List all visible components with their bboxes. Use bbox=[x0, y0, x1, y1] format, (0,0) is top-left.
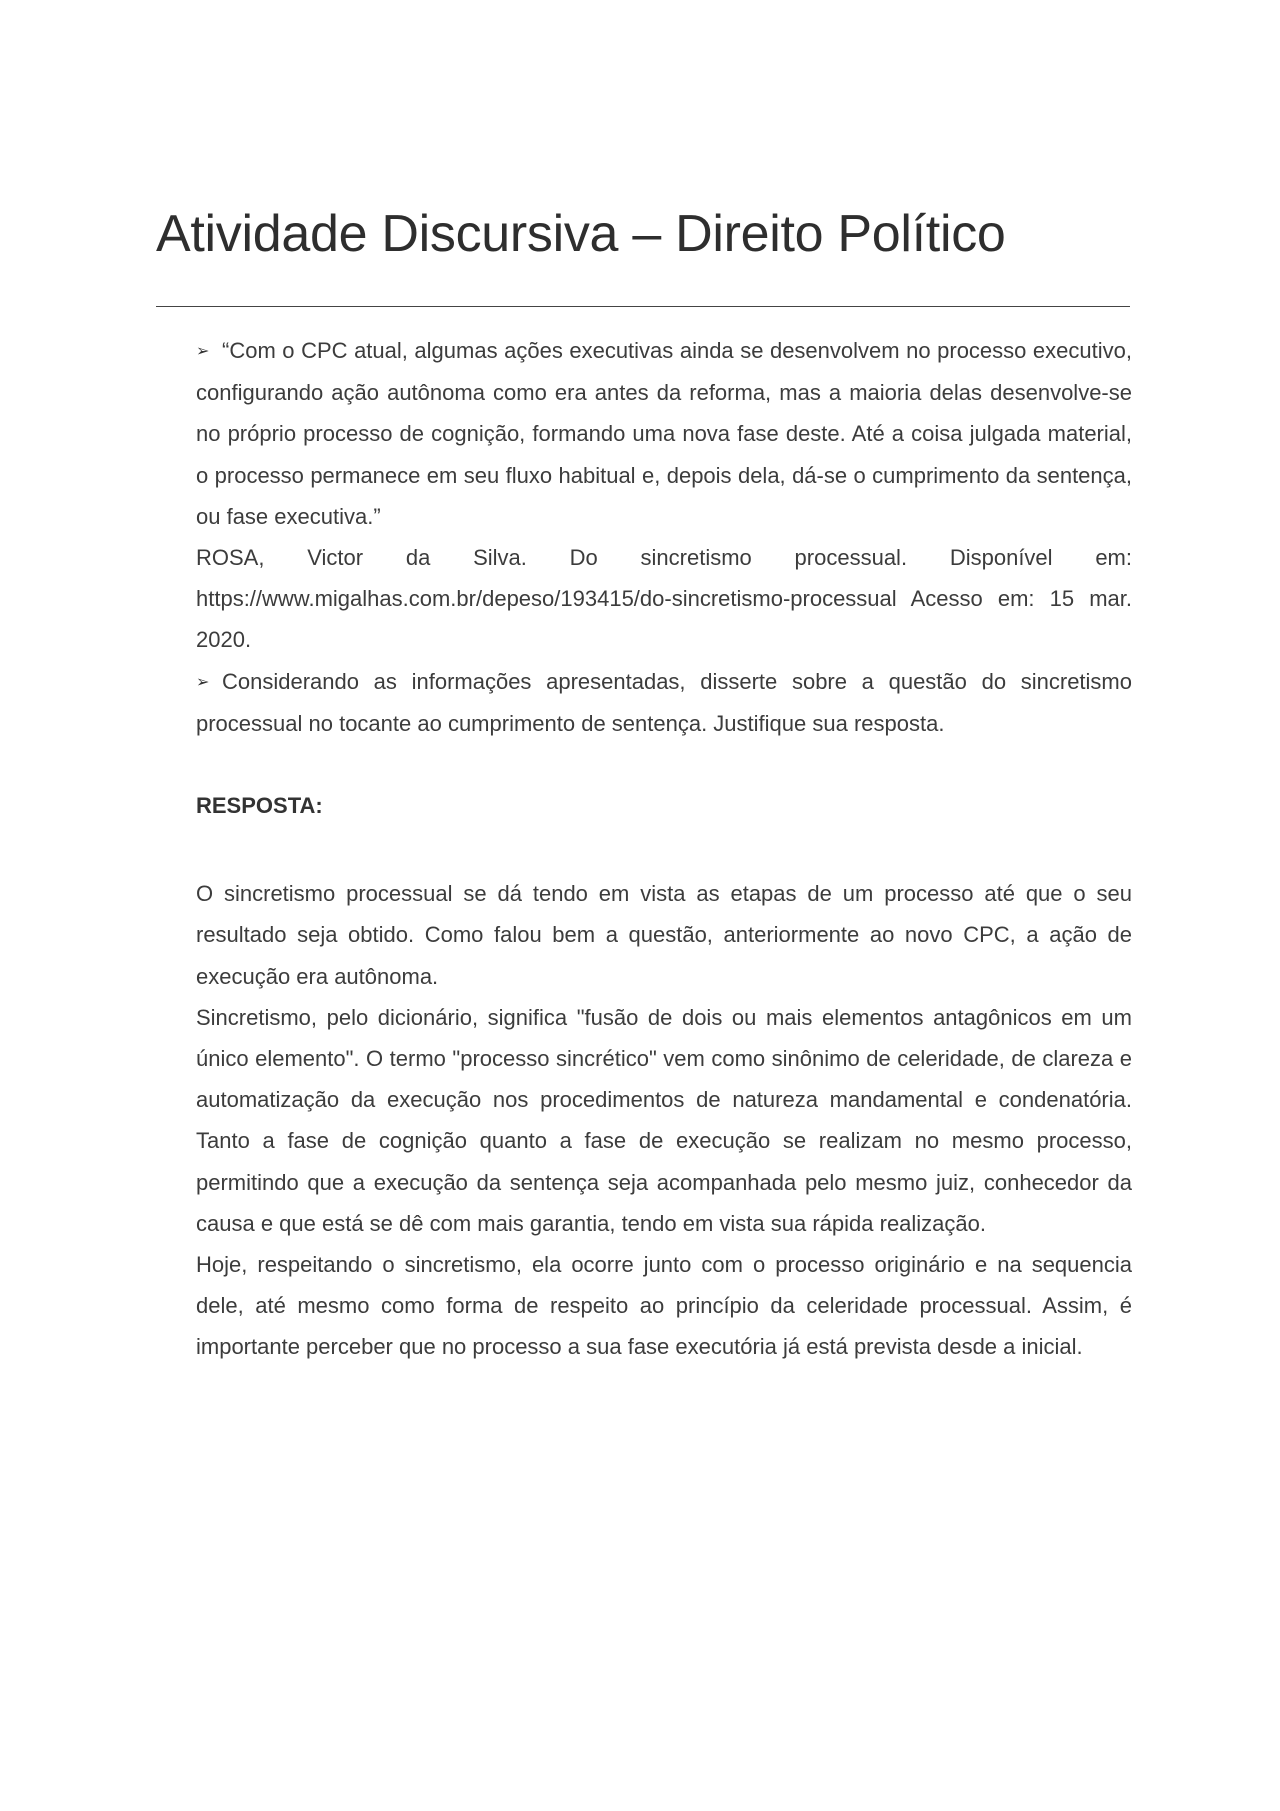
answer-heading: RESPOSTA: bbox=[196, 793, 323, 819]
answer-paragraph: Hoje, respeitando o sincretismo, ela ocorre junto com o processo originário e na sequencia dele, até mesmo como forma de respeito ao princípio da celeridade processual. Assim, é importante perceber que no processo a sua fase executória já está prevista desde a inicial. bbox=[196, 1252, 1132, 1360]
answer-paragraph: Sincretismo, pelo dicionário, significa "fusão de dois ou mais elementos antagônicos em um único elemento". O termo "processo sincrético" vem como sinônimo de celeridade, de clareza e automatização da execução nos procedimentos de natureza mandamental e condenatória. Tanto a fase de cognição quanto a fase de execução se realizam no mesmo processo, permitindo que a execução da sentença seja acompanhada pelo mesmo juiz, conhecedor da causa e que está se dê com mais garantia, tendo em vista sua rápida realização. bbox=[196, 1004, 1132, 1236]
answer-paragraph: O sincretismo processual se dá tendo em vista as etapas de um processo até que o seu resultado seja obtido. Como falou bem a questão, anteriormente ao novo CPC, a ação de execução era autônoma. bbox=[196, 881, 1132, 989]
title-divider bbox=[156, 306, 1130, 307]
arrow-bullet-icon: ➢ bbox=[196, 673, 210, 691]
quote-text: “Com o CPC atual, algumas ações executivas ainda se desenvolvem no processo executivo, configurando ação autônoma como era antes da reforma, mas a maioria delas desenvolve-se no próprio processo de cognição, formando uma nova fase deste. Até a coisa julgada material, o processo permanece em seu fluxo habitual e, depois dela, dá-se o cumprimento da sentença, ou fase executiva.” bbox=[196, 338, 1132, 529]
prompt-text: Considerando as informações apresentadas, disserte sobre a questão do sincretismo processual no tocante ao cumprimento de sentença. Justifique sua resposta. bbox=[196, 668, 1132, 736]
page-title: Atividade Discursiva – Direito Político bbox=[156, 205, 1006, 263]
arrow-bullet-icon: ➢ bbox=[196, 343, 210, 360]
document-body bbox=[196, 330, 1132, 1368]
spacer bbox=[196, 826, 1132, 873]
reference-paragraph: ROSA, Victor da Silva. Do sincretismo processual. Disponível em: https://www.migalhas.com.br/depeso/193415/do-sincretismo-processual Acesso em: 15 mar. 2020. bbox=[196, 545, 1132, 653]
prompt-paragraph bbox=[196, 661, 1132, 744]
quote-paragraph bbox=[196, 330, 1132, 537]
